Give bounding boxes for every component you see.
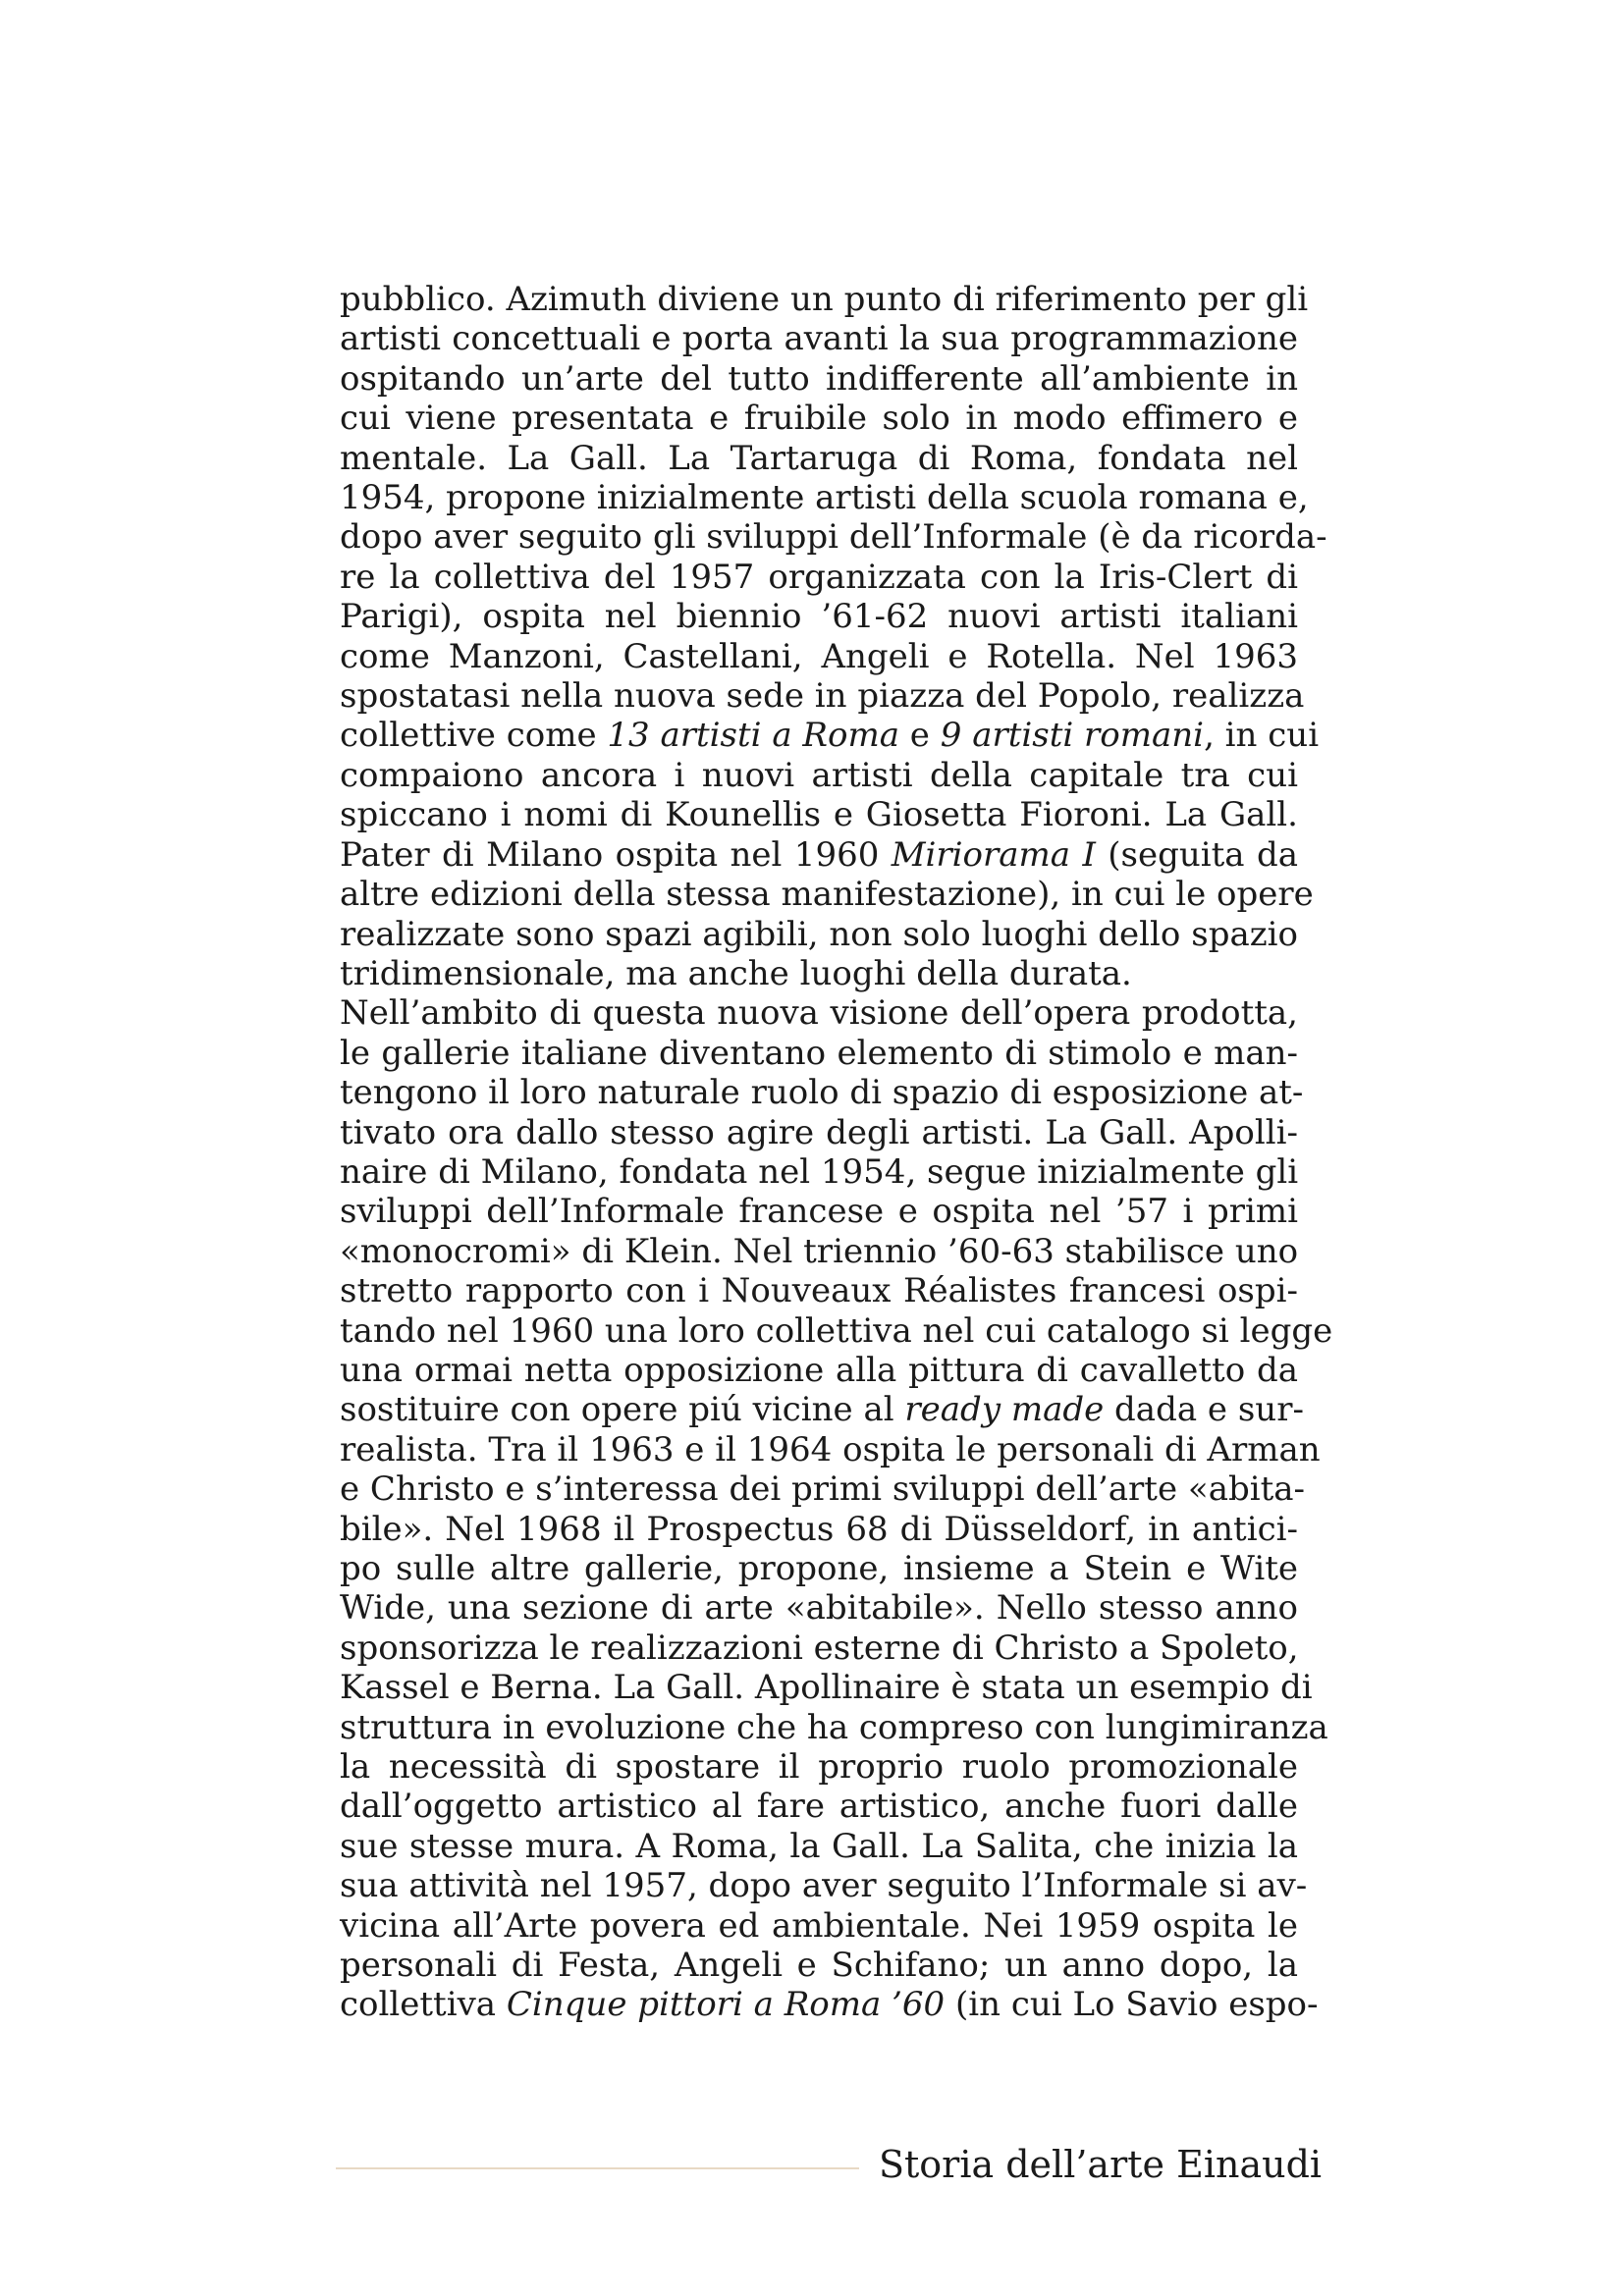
text-line: tivato ora dallo stesso agire degli artisti. La Gall. Apolli- xyxy=(340,1112,1298,1152)
text-line: come Manzoni, Castellani, Angeli e Rotella. Nel 1963 xyxy=(340,636,1298,676)
text-line xyxy=(340,1985,1319,2025)
text-line: tengono il loro naturale ruolo di spazio di esposizione at- xyxy=(340,1073,1304,1113)
text-line: personali di Festa, Angeli e Schifano; un anno dopo, la xyxy=(340,1946,1298,1986)
text-line: dall’oggetto artistico al fare artistico, anche fuori dalle xyxy=(340,1787,1298,1827)
text-line: sviluppi dell’Informale francese e ospita nel ’57 i primi xyxy=(340,1192,1298,1232)
text-line: tridimensionale, ma anche luoghi della durata. xyxy=(340,953,1132,993)
text-line: spostatasi nella nuova sede in piazza del Popolo, realizza xyxy=(340,676,1305,717)
text-line: mentale. La Gall. La Tartaruga di Roma, fondata nel xyxy=(340,438,1298,478)
italic-title: Miriorama I xyxy=(891,834,1096,875)
text-line: realista. Tra il 1963 e il 1964 ospita le personali di Arman xyxy=(340,1429,1321,1469)
text-line: stretto rapporto con i Nouveaux Réalistes francesi ospi- xyxy=(340,1271,1298,1311)
italic-title: 9 artisti romani xyxy=(940,716,1205,756)
text-line: una ormai netta opposizione alla pittura di cavalletto da xyxy=(340,1350,1298,1390)
text-line xyxy=(340,835,1298,875)
text-line: Nell’ambito di questa nuova visione dell’opera prodotta, xyxy=(340,993,1298,1034)
text-line: sua attività nel 1957, dopo aver seguito l’Informale si av- xyxy=(340,1866,1308,1906)
text-line: po sulle altre gallerie, propone, insieme a Stein e Wite xyxy=(340,1549,1298,1588)
text-run: Pater di Milano ospita nel 1960 xyxy=(340,834,892,875)
text-run: collettiva xyxy=(340,1985,507,2025)
footer-title: Storia dell’arte Einaudi xyxy=(879,2143,1323,2186)
text-line: «monocromi» di Klein. Nel triennio ’60-63 stabilisce uno xyxy=(340,1231,1299,1271)
text-line: re la collettiva del 1957 organizzata con la Iris-Clert di xyxy=(340,557,1298,597)
text-line: sue stesse mura. A Roma, la Gall. La Salita, che inizia la xyxy=(340,1826,1298,1866)
text-line: artisti concettuali e porta avanti la sua programmazione xyxy=(340,319,1298,359)
text-line xyxy=(340,716,1320,756)
text-line: ospitando un’arte del tutto indifferente all’ambiente in xyxy=(340,358,1298,399)
text-run: collettive come xyxy=(340,716,608,756)
italic-title: ready made xyxy=(904,1390,1105,1430)
text-line: realizzate sono spazi agibili, non solo luoghi dello spazio xyxy=(340,914,1298,954)
text-line: sponsorizza le realizzazioni esterne di Christo a Spoleto, xyxy=(340,1628,1299,1668)
text-line: Kassel e Berna. La Gall. Apollinaire è stata un esempio di xyxy=(340,1668,1313,1708)
text-run: , in cui xyxy=(1204,716,1320,756)
text-line: Wide, una sezione di arte «abitabile». Nello stesso anno xyxy=(340,1588,1298,1629)
text-run: sostituire con opere piú vicine al xyxy=(340,1390,905,1430)
text-line: la necessità di spostare il proprio ruolo promozionale xyxy=(340,1747,1298,1788)
text-line: cui viene presentata e fruibile solo in modo effimero e xyxy=(340,399,1298,439)
italic-title: Cinque pittori a Roma ’60 xyxy=(506,1985,946,2025)
text-line: struttura in evoluzione che ha compreso con lungimiranza xyxy=(340,1707,1328,1747)
text-line xyxy=(340,1390,1304,1430)
text-run: (in cui Lo Savio espo- xyxy=(945,1985,1319,2025)
text-line: altre edizioni della stessa manifestazione), in cui le opere xyxy=(340,875,1314,915)
text-line: pubblico. Azimuth diviene un punto di riferimento per gli xyxy=(340,280,1309,319)
text-line: Parigi), ospita nel biennio ’61-62 nuovi artisti italiani xyxy=(340,597,1298,637)
text-line: tando nel 1960 una loro collettiva nel cui catalogo si legge xyxy=(340,1310,1333,1351)
text-run: e xyxy=(899,716,941,756)
text-line: dopo aver seguito gli sviluppi dell’Informale (è da ricorda- xyxy=(340,517,1327,558)
paragraph-2 xyxy=(340,993,1333,2025)
text-line: naire di Milano, fondata nel 1954, segue inizialmente gli xyxy=(340,1151,1299,1192)
italic-title: 13 artisti a Roma xyxy=(607,716,899,756)
text-line: bile». Nel 1968 il Prospectus 68 di Düsseldorf, in antici- xyxy=(340,1509,1298,1549)
text-line: spiccano i nomi di Kounellis e Giosetta Fioroni. La Gall. xyxy=(340,795,1298,835)
text-line: 1954, propone inizialmente artisti della scuola romana e, xyxy=(340,478,1309,518)
paragraph-1 xyxy=(340,280,1327,993)
text-run: (seguita da xyxy=(1095,834,1298,875)
text-line: e Christo e s’interessa dei primi sviluppi dell’arte «abita- xyxy=(340,1469,1306,1510)
text-run: dada e sur- xyxy=(1104,1390,1304,1430)
body-text xyxy=(340,280,1333,2025)
text-line: vicina all’Arte povera ed ambientale. Nei 1959 ospita le xyxy=(340,1905,1298,1946)
footer-rule xyxy=(336,2167,859,2169)
text-line: compaiono ancora i nuovi artisti della capitale tra cui xyxy=(340,755,1298,795)
text-line: le gallerie italiane diventano elemento di stimolo e man- xyxy=(340,1033,1298,1073)
